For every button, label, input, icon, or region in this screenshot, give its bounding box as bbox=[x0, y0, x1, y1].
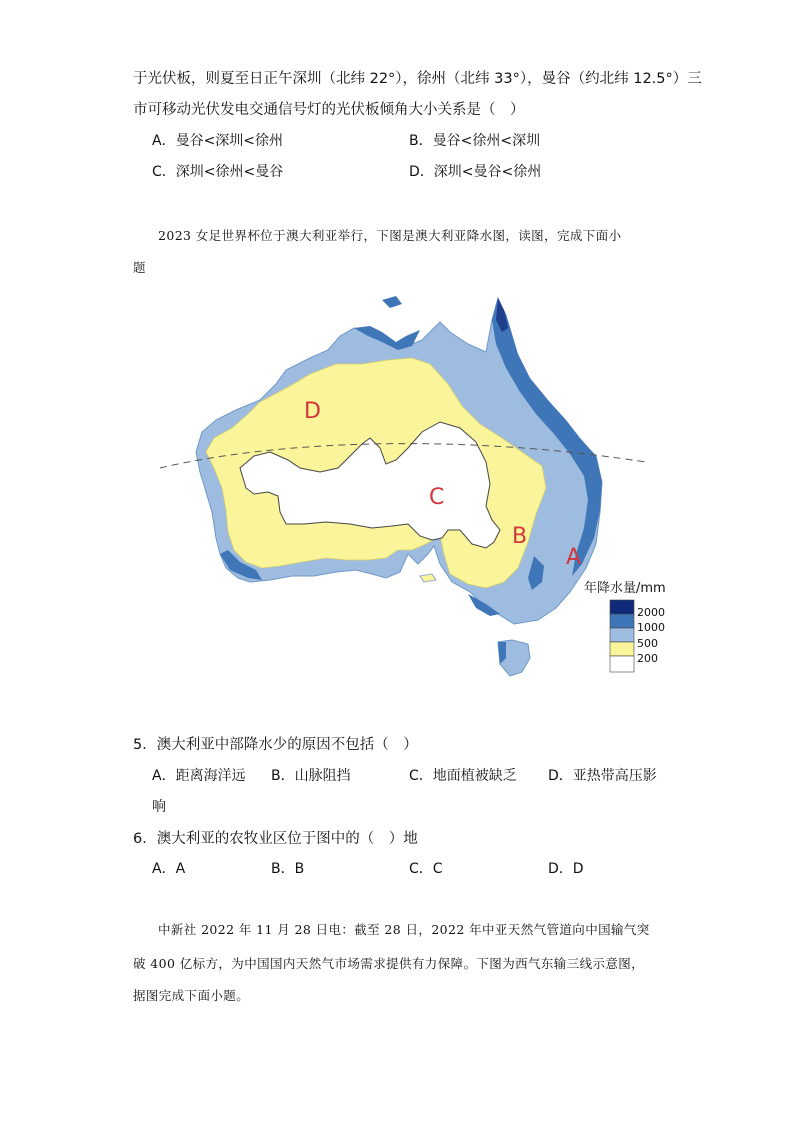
q6-option-b: B．B bbox=[271, 861, 305, 877]
news-paragraph-line-3: 据图完成下面小题。 bbox=[133, 988, 250, 1003]
q5-option-d: D．亚热带高压影 bbox=[548, 768, 657, 784]
q6-stem: 6．澳大利亚的农牧业区位于图中的（ ）地 bbox=[133, 831, 418, 847]
question-stem-line-2: 市可移动光伏发电交通信号灯的光伏板倾角大小关系是（ ） bbox=[133, 102, 525, 118]
q6-option-c: C．C bbox=[409, 861, 443, 877]
q6-option-d: D．D bbox=[548, 861, 584, 877]
news-paragraph-line-1: 中新社 2022 年 11 月 28 日电：截至 28 日，2022 年中亚天然气管道向中国输气突 bbox=[158, 922, 650, 937]
option-d: D．深圳<曼谷<徐州 bbox=[409, 164, 542, 180]
northern-island bbox=[382, 296, 402, 308]
option-b: B．曼谷<徐州<深圳 bbox=[409, 133, 541, 149]
q6-option-a: A．A bbox=[152, 861, 186, 877]
q5-option-b: B．山脉阻挡 bbox=[271, 768, 351, 784]
region-label-a: A bbox=[566, 545, 582, 570]
legend-swatch-500-1000 bbox=[610, 628, 634, 642]
legend bbox=[584, 580, 666, 672]
legend-swatch-below-200 bbox=[610, 656, 634, 672]
intro-paragraph-line-1: 2023 女足世界杯位于澳大利亚举行，下图是澳大利亚降水图，读图，完成下面小 bbox=[158, 228, 622, 243]
legend-tick-500: 500 bbox=[637, 637, 658, 650]
q5-option-a: A．距离海洋远 bbox=[152, 768, 246, 784]
q5-option-d-wrap: 响 bbox=[152, 799, 166, 815]
region-label-d: D bbox=[304, 399, 321, 424]
legend-swatch-1000-2000 bbox=[610, 614, 634, 628]
australia-precipitation-map bbox=[150, 292, 670, 688]
region-label-b: B bbox=[512, 524, 528, 549]
legend-tick-1000: 1000 bbox=[637, 621, 665, 634]
legend-swatch-2000-plus bbox=[610, 600, 634, 614]
legend-title: 年降水量/mm bbox=[584, 581, 666, 596]
news-paragraph-line-2: 破 400 亿标方，为中国国内天然气市场需求提供有力保障。下图为西气东输三线示意图， bbox=[133, 956, 645, 971]
legend-tick-2000: 2000 bbox=[637, 606, 665, 619]
intro-paragraph-line-2: 题 bbox=[133, 260, 146, 275]
region-label-c: C bbox=[429, 485, 445, 510]
kangaroo-island bbox=[420, 574, 436, 582]
q5-stem: 5．澳大利亚中部降水少的原因不包括（ ） bbox=[133, 737, 418, 753]
option-a: A．曼谷<深圳<徐州 bbox=[152, 133, 284, 149]
option-c: C．深圳<徐州<曼谷 bbox=[152, 164, 284, 180]
question-stem-line-1: 于光伏板，则夏至日正午深圳（北纬 22°），徐州（北纬 33°），曼谷（约北纬 12.5°）三 bbox=[133, 71, 702, 87]
q5-option-c: C．地面植被缺乏 bbox=[409, 768, 517, 784]
legend-swatch-200-500 bbox=[610, 642, 634, 656]
legend-tick-200: 200 bbox=[637, 652, 658, 665]
